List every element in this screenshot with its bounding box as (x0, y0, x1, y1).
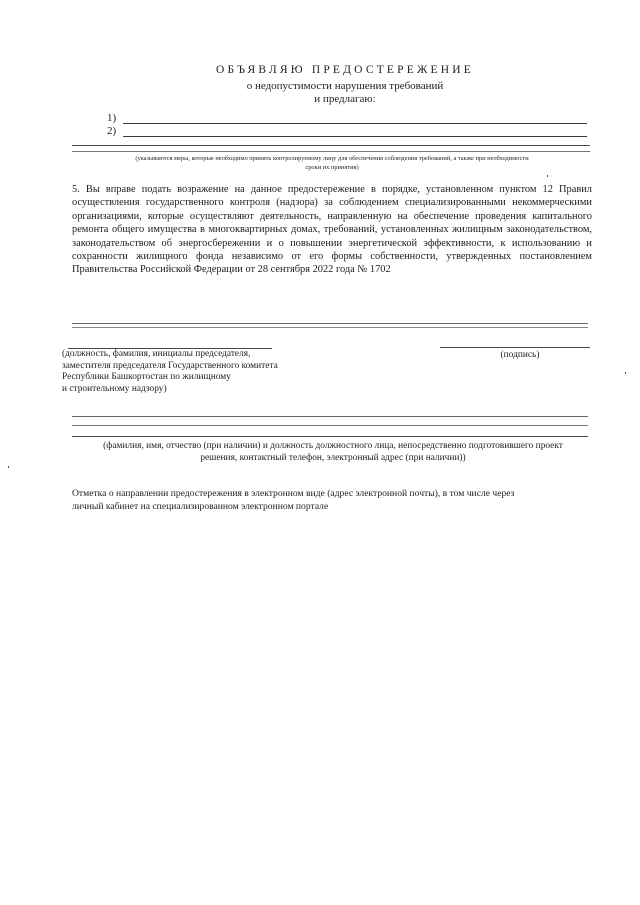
preparer-caption-line2: решения, контактный телефон, электронный адрес (при наличии)) (200, 453, 466, 463)
preparer-blank-line-3 (72, 436, 588, 437)
measure-blank-line-4 (72, 151, 590, 152)
document-subtitle-line2: и предлагаю: (314, 93, 376, 105)
measure-blank-line-3 (72, 145, 590, 146)
delivery-mark-line2: личный кабинет на специализированном электронном портале (72, 501, 329, 512)
measure-item-number: 2) (107, 125, 117, 137)
document-title: ОБЪЯВЛЯЮ ПРЕДОСТЕРЕЖЕНИЕ (216, 64, 474, 76)
delivery-mark-line1: Отметка о направлении предостережения в электронном виде (адрес электронной почты), в том числе через (72, 488, 515, 499)
signature-caption-line: (должность, фамилия, инициалы председателя, (62, 349, 251, 359)
position-blank-line-1 (72, 323, 588, 324)
delivery-mark (72, 487, 602, 513)
scan-speck (547, 175, 548, 177)
scan-speck (625, 372, 626, 374)
signature-caption (62, 349, 362, 395)
measure-item-blank-line (123, 114, 587, 124)
position-blank-line-2 (72, 327, 588, 328)
signature-caption-line: и строительному надзору) (62, 383, 167, 394)
preparer-blank-line-1 (72, 416, 588, 417)
signature-line (440, 347, 590, 348)
paragraph-5: 5. Вы вправе подать возражение на данное предостережение в порядке, установленном пунктом 12 Правил осуществления государственного контроля (надзора) за соблюдением специализированными некоммерческими организациями, которые осуществляют деятельность, направленную на обеспечение проведения капитального ремонта общего имущества в многоквартирных домах, требований, установленных жилищным законодательством, законодательством об энергосбережении и о повышении энергетической эффективности, к использованию и сохранности жилищного фонда независимо от его формы собственности, утвержденных постановлением Правительства Российской Федерации от 28 сентября 2022 года № 1702 (72, 184, 592, 276)
measures-note-line2: сроки их принятия) (305, 164, 359, 171)
preparer-blank-line-2 (72, 425, 588, 426)
measure-item-1 (107, 112, 587, 124)
measure-item-number: 1) (107, 112, 117, 124)
scan-speck (8, 466, 9, 468)
signature-caption-line: заместителя председателя Государственного комитета (62, 360, 278, 371)
signature-label: (подпись) (500, 350, 540, 360)
preparer-caption-line1: (фамилия, имя, отчество (при наличии) и должность должностного лица, непосредственно подготовившего проект (103, 441, 563, 451)
measure-item-blank-line (123, 127, 587, 137)
document-subtitle-line1: о недопустимости нарушения требований (246, 80, 444, 92)
preparer-caption (68, 440, 598, 464)
measures-note-line1: (указываются меры, которые необходимо принять контролируемому лицу для обеспечения соблюдения требований, а также при необходимости (135, 155, 529, 162)
signature-caption-line: Республики Башкортостан по жилищному (62, 372, 231, 383)
measure-item-2 (107, 125, 587, 137)
